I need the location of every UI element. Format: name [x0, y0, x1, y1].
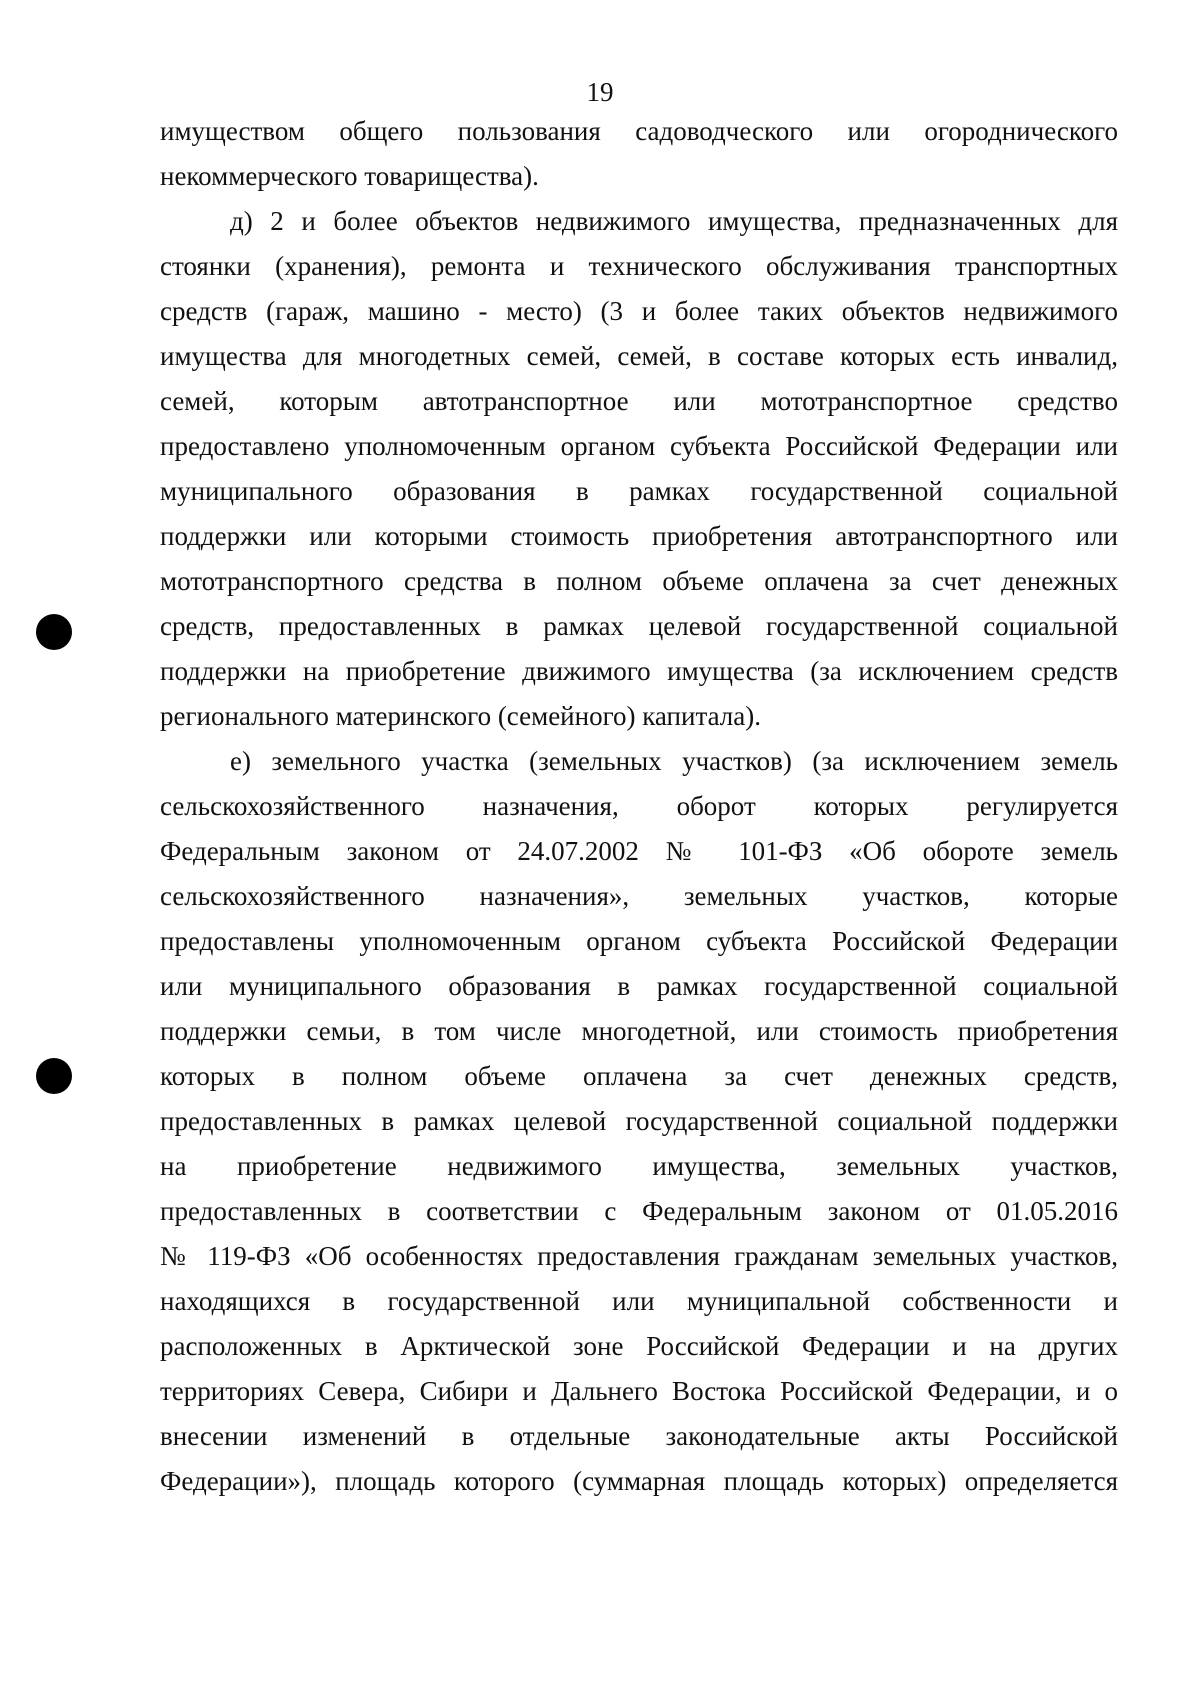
text-line: сельскохозяйственного назначения», земельных участков, которые [160, 881, 1118, 911]
text-line: Федерации»), площадь которого (суммарная площадь которых) определяется [160, 1466, 1118, 1496]
text-line: на приобретение недвижимого имущества, земельных участков, [160, 1151, 1118, 1181]
text-line: или муниципального образования в рамках государственной социальной [160, 971, 1118, 1001]
text-line: средств, предоставленных в рамках целевой государственной социальной [160, 611, 1118, 641]
text-line: находящихся в государственной или муниципальной собственности и [160, 1286, 1118, 1316]
text-line: Федеральным законом от 24.07.2002 № 101-ФЗ «Об обороте земель [160, 836, 1118, 866]
text-line: имущества для многодетных семей, семей, в составе которых есть инвалид, [160, 341, 1118, 371]
text-line: расположенных в Арктической зоне Российской Федерации и на других [160, 1331, 1118, 1361]
text-line: территориях Севера, Сибири и Дальнего Востока Российской Федерации, и о [160, 1376, 1118, 1406]
text-line: мототранспортного средства в полном объеме оплачена за счет денежных [160, 566, 1118, 596]
punch-hole-mark [36, 1058, 72, 1094]
text-line: семей, которым автотранспортное или мототранспортное средство [160, 386, 1118, 416]
text-line: сельскохозяйственного назначения, оборот которых регулируется [160, 791, 1118, 821]
text-line: предоставлены уполномоченным органом субъекта Российской Федерации [160, 926, 1118, 956]
text-line: поддержки или которыми стоимость приобретения автотранспортного или [160, 521, 1118, 551]
text-line: которых в полном объеме оплачена за счет денежных средств, [160, 1061, 1118, 1091]
text-line: имуществом общего пользования садоводческого или огороднического [160, 116, 1118, 146]
text-line: № 119-ФЗ «Об особенностях предоставления гражданам земельных участков, [160, 1241, 1118, 1271]
text-line: предоставлено уполномоченным органом субъекта Российской Федерации или [160, 431, 1118, 461]
text-line: средств (гараж, машино - место) (3 и более таких объектов недвижимого [160, 296, 1118, 326]
page-number: 19 [586, 77, 614, 107]
text-line: предоставленных в соответствии с Федеральным законом от 01.05.2016 [160, 1196, 1118, 1226]
text-line: предоставленных в рамках целевой государственной социальной поддержки [160, 1106, 1118, 1136]
text-line: регионального материнского (семейного) капитала). [160, 701, 762, 731]
text-line: муниципального образования в рамках государственной социальной [160, 476, 1118, 506]
text-line: некоммерческого товарищества). [160, 161, 539, 191]
punch-hole-mark [36, 614, 72, 650]
text-line: стоянки (хранения), ремонта и технического обслуживания транспортных [160, 251, 1118, 281]
paragraph-d-start: д) 2 и более объектов недвижимого имущества, предназначенных для [230, 206, 1118, 236]
text-line: поддержки на приобретение движимого имущества (за исключением средств [160, 656, 1118, 686]
text-line: внесении изменений в отдельные законодательные акты Российской [160, 1421, 1118, 1451]
text-line: поддержки семьи, в том числе многодетной, или стоимость приобретения [160, 1016, 1118, 1046]
paragraph-e-start: е) земельного участка (земельных участков) (за исключением земель [230, 746, 1118, 776]
